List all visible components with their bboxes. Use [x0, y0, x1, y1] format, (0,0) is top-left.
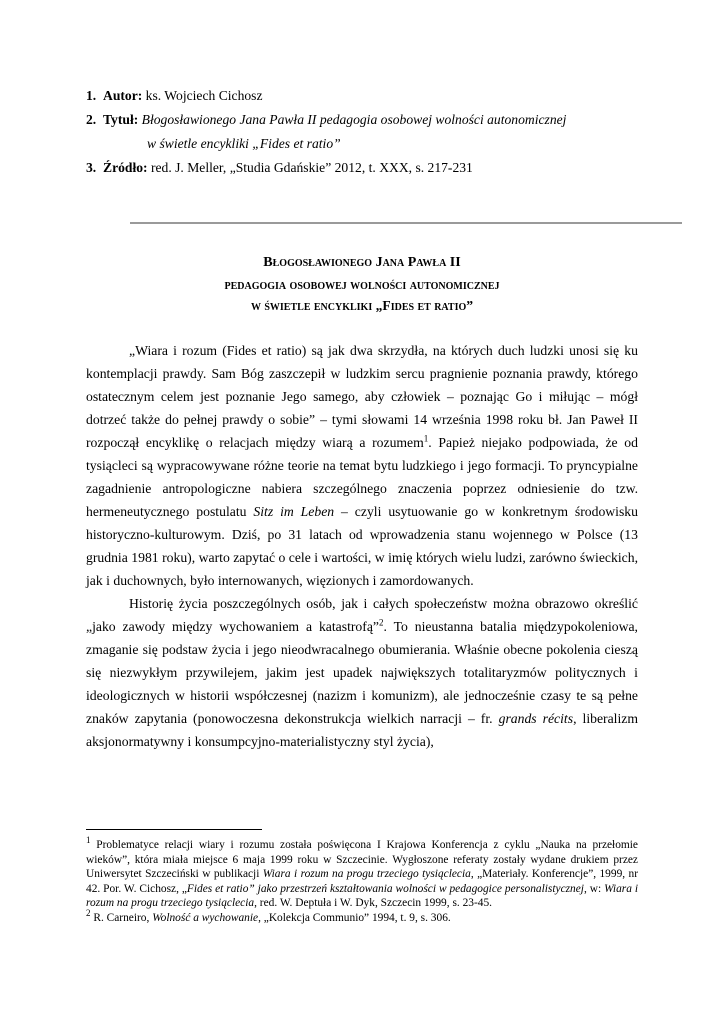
italic-run: Sitz im Leben	[253, 504, 335, 519]
article-title-line1: Błogosławionego Jana Pawła II	[263, 255, 461, 270]
footnote-1	[86, 835, 638, 911]
text-run: R. Carneiro,	[90, 911, 153, 924]
footnote-ref-2: 2	[378, 617, 384, 628]
metadata-block	[86, 84, 686, 180]
text-run: , liberalizm aksjonormatywny i konsumpcyjno-materialistyczny styl życia),	[86, 711, 639, 749]
article-title-line2: pedagogia osobowej wolności autonomicznej	[224, 276, 500, 292]
footnote-number: 2	[86, 908, 91, 919]
footnote-ref-1: 1	[423, 433, 429, 444]
meta-author-value: ks. Wojciech Cichosz	[142, 88, 263, 103]
italic-run: Wiara i rozum na progu trzeciego tysiąclecia	[262, 868, 471, 881]
italic-run: Fides et ratio” jako przestrzeń kształtowania wolności w pedagogice personalistycznej	[186, 882, 584, 895]
text-run: . To nieustanna batalia międzypokoleniowa, zmaganie się podstaw życia i jego nieodwracalnego obumierania. Właśnie obecne pokolenia cieszą się niezwykłym przywilejem, jakim jest upadek największych totalitaryzmów politycznych i ideologicznych w historii współczesnej (nazizm i komunizm), ale jednocześnie czasy te są pełne znaków zapytania (ponowoczesna dekonstrukcja wielkich narracji – fr.	[86, 619, 638, 726]
article-title-line3: w świetle encykliki „Fides et ratio”	[250, 298, 474, 313]
footnote-number: 1	[86, 835, 91, 846]
meta-title	[86, 108, 686, 132]
meta-number: 1.	[86, 88, 97, 103]
text-run: , w:	[583, 882, 605, 895]
text-run: „Wiara i rozum (Fides et ratio) są jak dwa skrzydła, na których duch ludzki unosi się ku kontemplacji prawdy. Sam Bóg zaszczepił w ludzkim sercu pragnienie poznania prawdy, którego ostatecznym celem jest poznanie Jego samego, aby człowiek – poznając Go i miłując – mógł dotrzeć także do pełnej prawdy o sobie” – tymi słowami 14 września 1998 roku bł. Jan Paweł II rozpoczął encyklikę o relacjach między wiarą a rozumem	[86, 343, 638, 450]
paragraph-2	[86, 592, 638, 753]
header-divider	[130, 222, 682, 224]
meta-title-continued: w świetle encykliki „Fides et ratio”	[147, 136, 341, 151]
meta-author-label: Autor:	[103, 88, 143, 103]
paragraph-1	[86, 339, 638, 592]
footnote-divider	[86, 829, 262, 830]
meta-source-label: Źródło:	[103, 160, 148, 175]
text-run: , „Kolekcja Communio” 1994, t. 9, s. 306.	[258, 911, 451, 924]
text-run: Problematyce relacji wiary i rozumu została poświęcona I Krajowa Konferencja z cyklu „Nauka na przełomie wieków”, która miała miejsce 6 maja 1999 roku w Szczecinie. Wygłoszone referaty zostały wydane drukiem przez Uniwersytet Szczeciński w publikacji	[86, 839, 638, 881]
footnotes	[86, 835, 638, 926]
italic-run: Wiara i rozum na progu trzeciego tysiąclecia	[86, 882, 638, 910]
meta-number: 2.	[86, 112, 97, 127]
italic-run: grands récits	[498, 711, 574, 726]
meta-source-value: red. J. Meller, „Studia Gdańskie” 2012, t. XXX, s. 217-231	[147, 160, 473, 175]
meta-title-value: Błogosławionego Jana Pawła II pedagogia osobowej wolności autonomicznej	[138, 112, 567, 127]
article-body	[86, 339, 638, 753]
text-run: – czyli usytuowanie go w konkretnym środowisku historyczno-kulturowym. Dziś, po 31 latach od wprowadzenia stanu wojennego w Polsce (13 grudnia 1981 roku), warto zapytać o cele i wartości, w imię których wielu ludzi, zarówno świeckich, jak i duchownych, było internowanych, więzionych i zamordowanych.	[86, 504, 638, 588]
meta-number: 3.	[86, 160, 97, 175]
text-run: . Papież niejako podpowiada, że od tysiącleci są wypracowywane różne teorie na temat bytu ludzkiego i jego formacji. To pryncypialne zagadnienie antropologiczne nabiera szczególnego znaczenia poprzez odniesienie do tzw. hermeneutycznego postulatu	[86, 435, 638, 519]
footnote-2	[86, 908, 638, 926]
meta-source	[86, 156, 686, 180]
meta-author	[86, 84, 686, 108]
text-run: , red. W. Deptuła i W. Dyk, Szczecin 1999, s. 23-45.	[254, 897, 492, 910]
meta-title-label: Tytuł:	[103, 112, 139, 127]
text-run: Historię życia poszczególnych osób, jak i całych społeczeństw można obrazowo określić „jako zawody między wychowaniem a katastrofą”	[86, 596, 638, 634]
italic-run: Wolność a wychowanie	[152, 911, 259, 924]
text-run: , „Materiały. Konferencje”, 1999, nr 42. Por. W. Cichosz, „	[86, 868, 638, 895]
article-title	[86, 252, 638, 317]
